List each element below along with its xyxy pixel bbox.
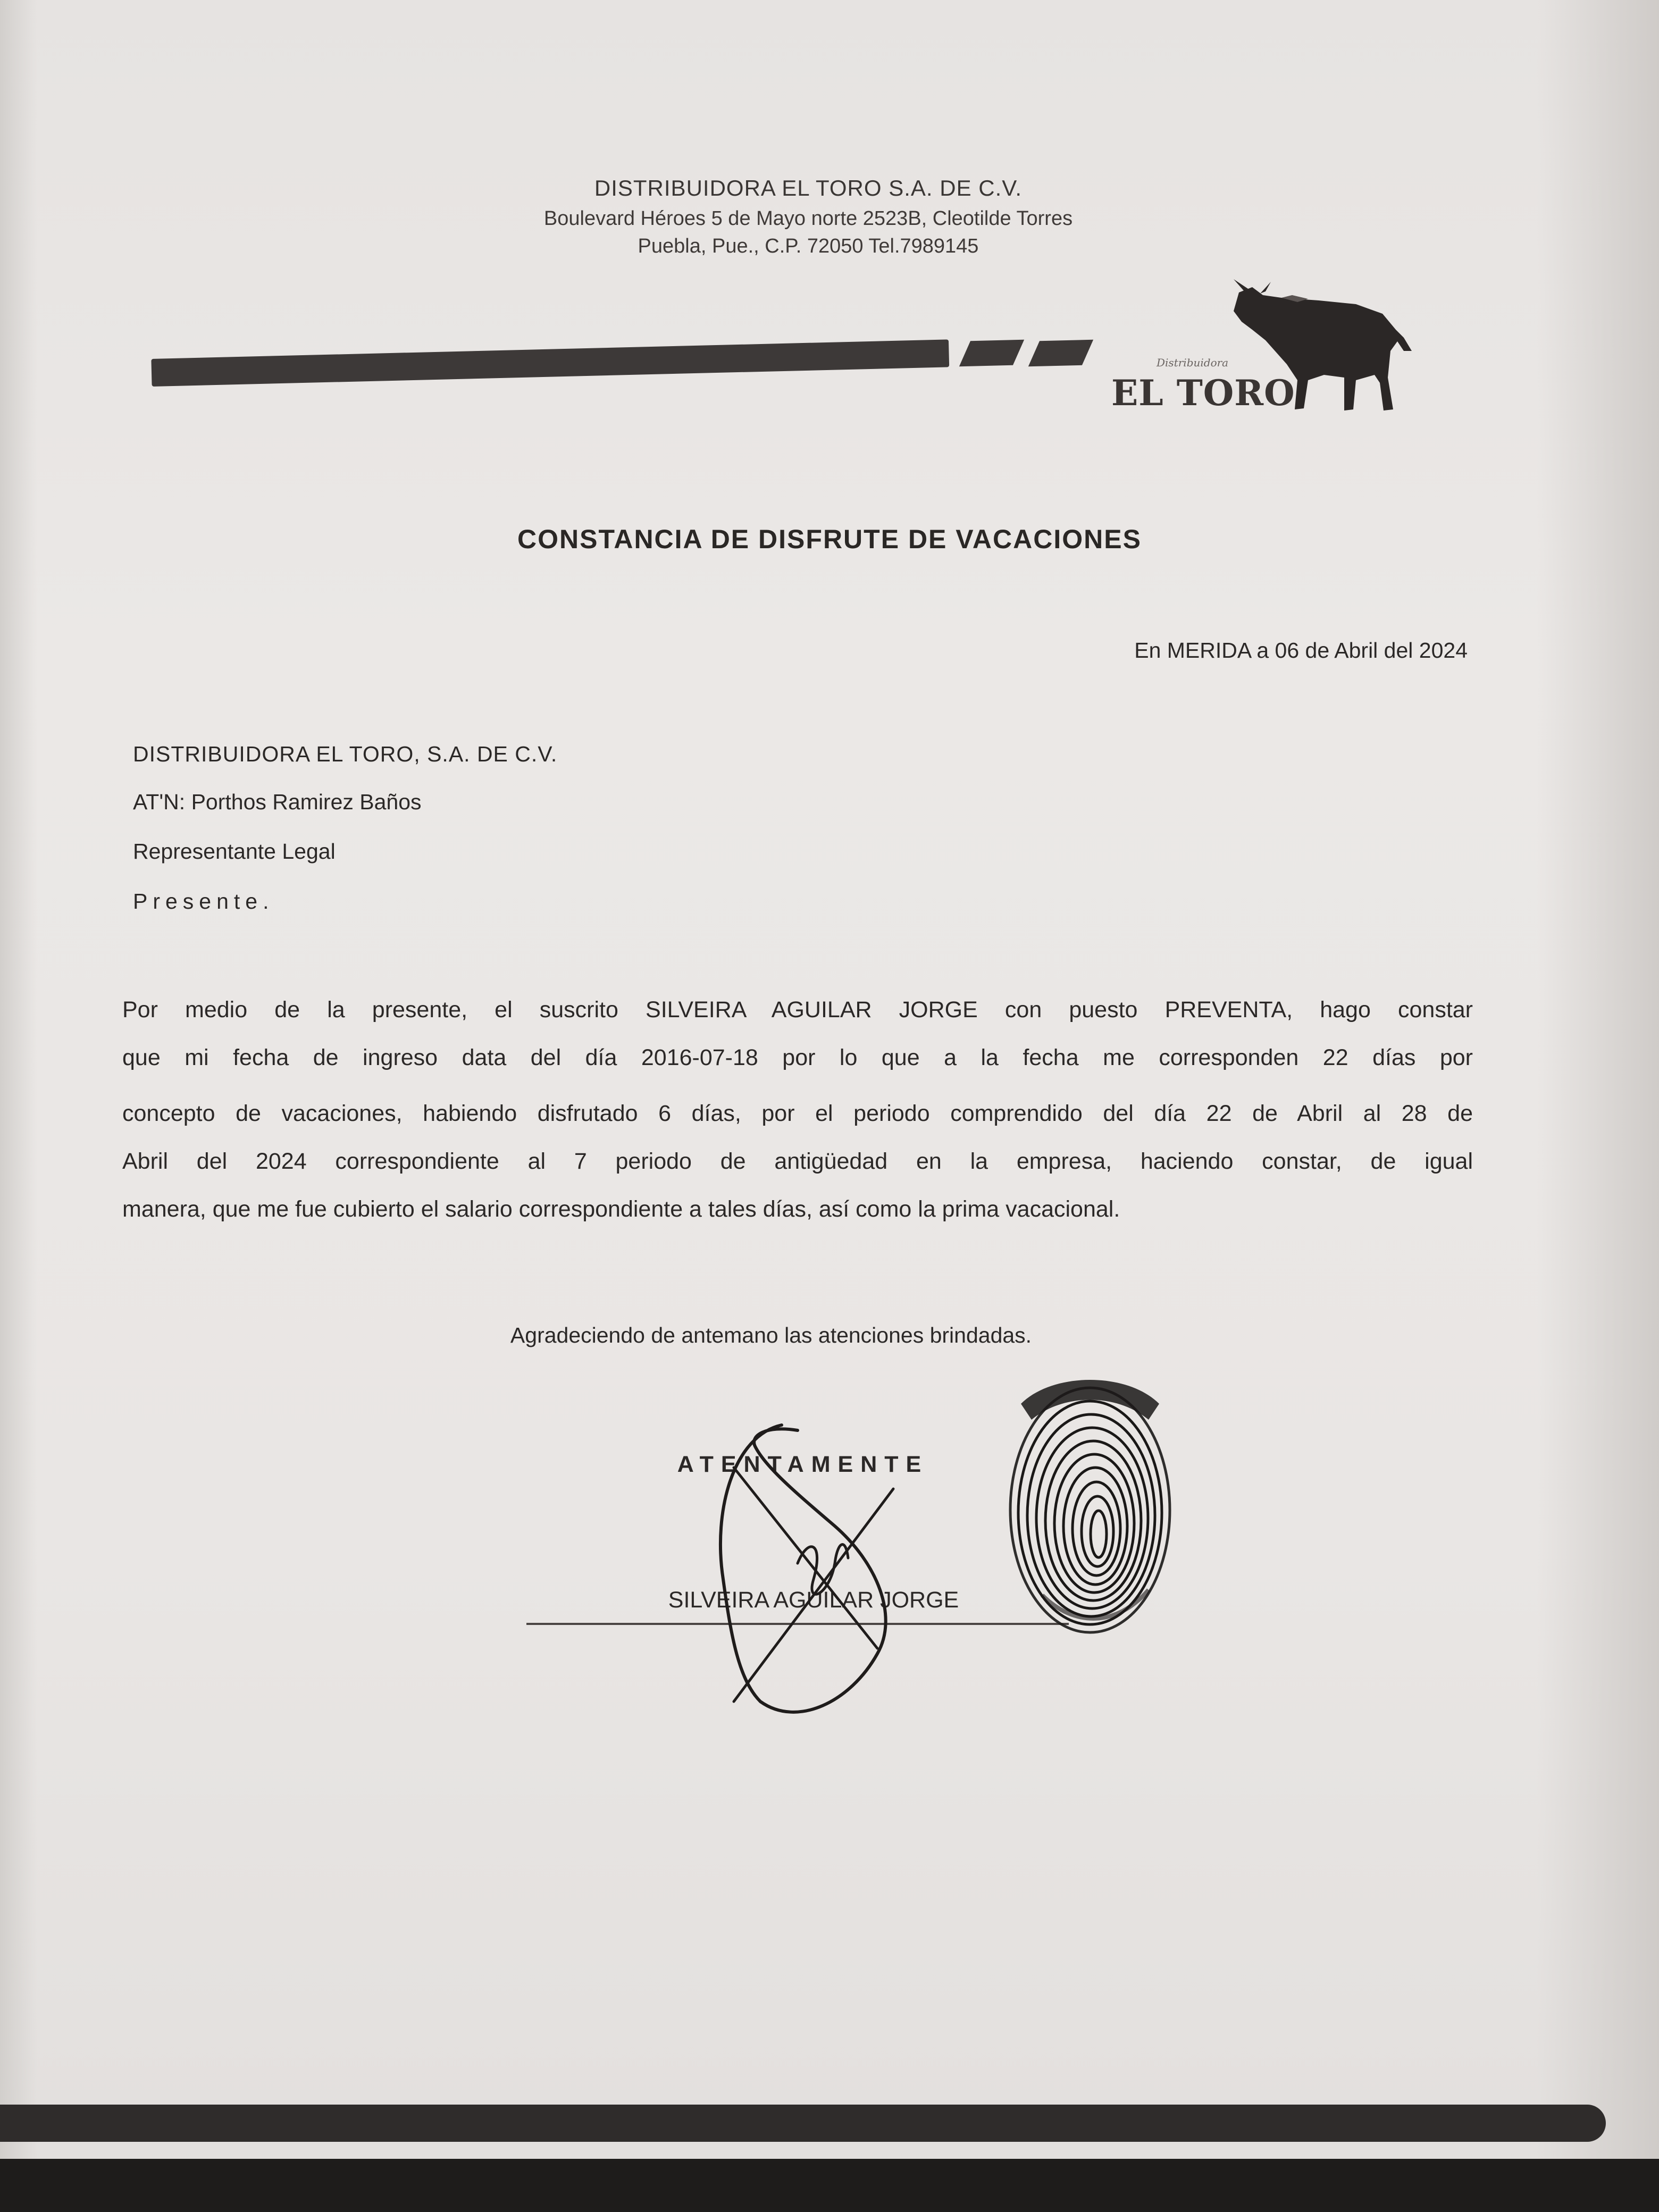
body-line: Abril del 2024 correspondiente al 7 periodo de antigüedad en la empresa, haciendo constar, de igual xyxy=(122,1149,1473,1174)
closing-atentamente: ATENTAMENTE xyxy=(677,1452,929,1477)
background-edge xyxy=(0,2159,1659,2212)
addressee-attention: AT'N: Porthos Ramirez Baños xyxy=(133,790,422,814)
handwritten-signature xyxy=(702,1404,925,1733)
logo-small-text: Distribuidora xyxy=(1157,356,1229,369)
body-line: concepto de vacaciones, habiendo disfrutado 6 días, por el periodo comprendido del día 22 de Abril al 28 de xyxy=(122,1101,1473,1126)
closing-thanks: Agradeciendo de antemano las atenciones brindadas. xyxy=(510,1323,1032,1347)
addressee-company: DISTRIBUIDORA EL TORO, S.A. DE C.V. xyxy=(133,742,558,766)
company-name: DISTRIBUIDORA EL TORO S.A. DE C.V. xyxy=(594,175,1023,200)
fingerprint xyxy=(989,1361,1191,1638)
paper-edge-shadow-right xyxy=(1537,0,1659,2212)
body-line: que mi fecha de ingreso data del día 2016-07-18 por lo que a la fecha me corresponden 22 días por xyxy=(122,1045,1473,1070)
footer-bar xyxy=(0,2105,1606,2142)
addressee-role: Representante Legal xyxy=(133,839,336,864)
document-title: CONSTANCIA DE DISFRUTE DE VACACIONES xyxy=(517,524,1142,554)
logo-text: EL TORO xyxy=(1111,372,1295,414)
company-address-line1: Boulevard Héroes 5 de Mayo norte 2523B, Cleotilde Torres xyxy=(543,207,1073,230)
company-address xyxy=(404,205,1212,260)
paper-edge-shadow-left xyxy=(0,0,37,2212)
addressee-presente: Presente. xyxy=(133,889,274,914)
body-line: manera, que me fue cubierto el salario correspondiente a tales días, así como la prima vacacional. xyxy=(122,1196,1120,1222)
company-address-line2: Puebla, Pue., C.P. 72050 Tel.7989145 xyxy=(638,235,979,257)
date-line: En MERIDA a 06 de Abril del 2024 xyxy=(1134,638,1468,663)
body-line: Por medio de la presente, el suscrito SILVEIRA AGUILAR JORGE con puesto PREVENTA, hago constar xyxy=(122,997,1473,1023)
signer-name: SILVEIRA AGUILAR JORGE xyxy=(668,1587,959,1613)
